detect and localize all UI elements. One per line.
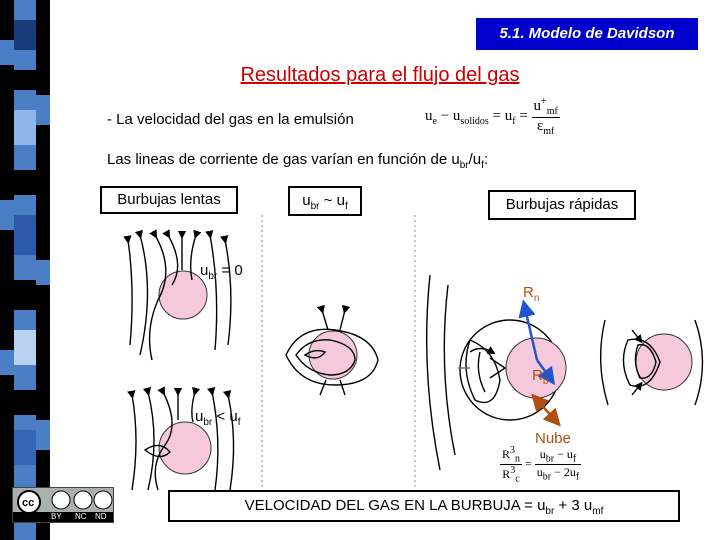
medium-bubble <box>286 310 378 395</box>
slow-bubble-top <box>128 235 231 360</box>
cloud-label: Nube <box>535 430 571 447</box>
streamlines-text: Las lineas de corriente de gas varían en función de $u_{br}/u_f$: <box>107 151 489 171</box>
ubr-less-uf-label: $u_{br} < u_f$ <box>195 408 241 428</box>
slide-heading: Resultados para el flujo del gas <box>240 64 520 86</box>
slow-bubble-bottom <box>132 392 234 490</box>
rn-label: $R_n$ <box>523 284 540 304</box>
cloud-radius-formula: $\frac{R^3_n}{R^3_c}$ = $\frac{u_{br} - u_f}{u_{br} - 2u_f}$ <box>502 445 580 485</box>
license-nc: NC <box>75 512 87 521</box>
rb-label: $R_b$ <box>532 367 549 387</box>
ubr-zero-label: $u_{br} = 0$ <box>200 262 243 282</box>
fast-bubbles-label: Burbujas rápidas <box>488 190 636 220</box>
emulsion-velocity-formula: $u_e - u_{solidos} = u_f$ = $\frac{u^+_{mf}}{\varepsilon_{mf}}$ <box>425 96 558 137</box>
bubble-gas-velocity-banner: VELOCIDAD DEL GAS EN LA BURBUJA = $u_{br} + 3$ $u_{mf}$ <box>168 490 680 522</box>
license-nd: ND <box>95 512 107 521</box>
by-icon <box>52 491 70 509</box>
svg-text:cc: cc <box>22 497 35 509</box>
slow-bubbles-label: Burbujas lentas <box>100 186 238 214</box>
creative-commons-badge <box>12 487 114 523</box>
nd-icon <box>94 491 112 509</box>
license-by: BY <box>51 512 62 521</box>
nc-icon <box>74 491 92 509</box>
medium-bubbles-label: $u_{br}$ ~ $u_f$ <box>288 186 362 216</box>
slide-title: 5.1. Modelo de Davidson <box>474 18 698 50</box>
fast-bubble-small <box>601 320 703 405</box>
gas-velocity-text: - La velocidad del gas en la emulsión <box>107 111 354 128</box>
